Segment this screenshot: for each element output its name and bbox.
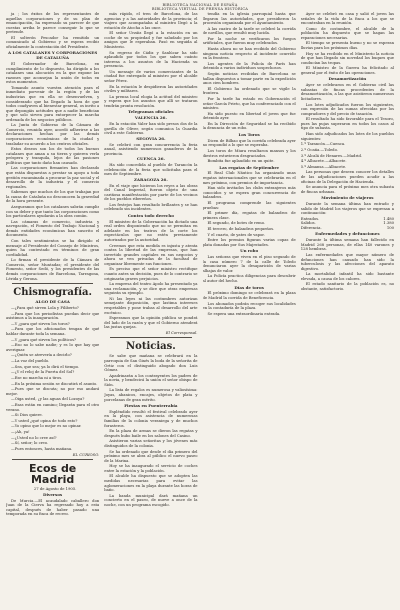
- dialogue-line: —Para que los aficionados tengan de qué hablar durante toda la semana.: [6, 327, 100, 336]
- paragraph: En la estación Valer han sido presos dos de la gavilla de Oliver, según comunica la Guardia civil a este Gobierno.: [104, 122, 198, 136]
- paragraph: En la estación le despidieron las autoridades civiles y militares.: [104, 84, 198, 94]
- paragraph: Con tales sentimientos se ha dirigido el mensaje al Presidente del Consejo de Ministros, quien ha contestado en términos de gran cordialidad.: [6, 239, 100, 257]
- paragraph: El tiempo se presenta bueno y no se esperan lluvias para los próximos días.: [300, 41, 394, 51]
- paragraph: La empresa del teatro Apolo ha presentado ya una reclamación, y se dice que otras empresas seguirán su ejemplo.: [104, 282, 198, 296]
- paragraph: El Gobierno ha ordenado que se vigile la frontera.: [202, 86, 296, 96]
- paragraph: Por la noche se verificaron los fuegos artificiales, que fueron muy celebrados.: [202, 36, 296, 46]
- divider: [12, 283, 93, 284]
- dialogue-line: —¿Quién se atrevería a decirlo?: [11, 353, 72, 358]
- column-2: [104, 12, 197, 606]
- paragraph: Los festejos han resultado brillantes y se han celebrado sin incidentes.: [104, 202, 198, 212]
- section-heading: Contra todo derecho: [127, 212, 174, 218]
- paragraph: La Junta de Gobierno de la Cámara de Comercio, reunida ayer, acordó adherirse a las declaraciones hechas por las demás corporaciones económicas de la ciudad y trasladar su acuerdo a los centros oficiales.: [6, 123, 100, 146]
- columns: [6, 12, 394, 606]
- list-item: 4.º Albacete.—Albacete.: [300, 159, 347, 164]
- paragraph: El señor Urzáiz llegó a la estación en un coche de su propiedad y fue saludado por los amigos que le esperaban. Pasó en seguida al Ministerio.: [104, 31, 198, 49]
- masthead-line-1: BIBLIOTECA NACIONAL DE ESPAÑA: [162, 3, 238, 7]
- paragraph: Dicen de Bilbao que la corrida celebrada ayer no respondió a lo que se esperaba.: [202, 138, 296, 148]
- dateline: ZARAGOZA 26.: [134, 176, 168, 182]
- section-heading: Un robo: [240, 248, 259, 254]
- paragraph: Y el cuarto, de yates de vapor.: [207, 232, 265, 237]
- section-heading: Enfermedades y defunciones: [315, 231, 380, 237]
- paragraph: Las señoras que viven en el piso segundo de la casa número 7 de la calle de Toledo denunciaron ayer la desaparición de varias alhajas de valor.: [202, 255, 296, 273]
- dialogue-line: —Oiga usted, ¿y las aguas del Lozoya?: [11, 397, 85, 402]
- section-title-noticias: Noticias.: [126, 341, 176, 353]
- section-heading: Movimiento de viajeros: [321, 195, 374, 201]
- dialogue-line: —¿Para qué sirven Lola y Filiberto?: [11, 305, 79, 310]
- paragraph: Esperamos que la opinión pública se pondrá del lado de la razón y que el Gobierno atenderá las justas quejas.: [104, 316, 198, 330]
- list-item: 5.º Almansa.—Albacete.: [300, 164, 347, 169]
- dialogue-line: —Y ¿para qué sirven los políticos?: [11, 337, 77, 342]
- paragraph: La prensa local elogia la actitud del ministro y espera que los asuntos que allí se trataron tendrán pronta resolución.: [104, 94, 198, 108]
- dialogue-line: —La voz del pueblo.: [11, 358, 50, 363]
- paragraph: Un mensaje de varios comerciantes de la ciudad fue entregado al ministro por el alcalde señor Pérez.: [104, 69, 198, 83]
- section-title-ecos-de-madrid: Ecos de Madrid: [28, 462, 77, 487]
- paragraph: Creemos que esta medida es injusta y atenta contra la libertad de las empresas, que han invertido grandes capitales en sus negocios y ahora se ven privadas de la facultad de organizar libremente sus funciones.: [104, 243, 198, 266]
- dialogue-line: —¿Y el reloj de la Puerta del Sol?: [11, 370, 75, 375]
- divider: [12, 459, 93, 460]
- paragraph: El Ministro de la Guerra ha felicitado al general por el éxito de las operaciones.: [300, 66, 394, 75]
- paragraph: Tomando asunto vuestra atención para el inmediato porvenir de la región y de las industrias que en ella se desenvuelven, y considerando que ha llegado la hora de que todos coadyuven al bienestar general, os invito a que depongáis actitudes que a nadie benefician y que solo sirven para entorpecer la marcha ordenada de los negocios públicos.: [6, 85, 100, 122]
- dialogue-line: —Pues que se discuta; no por eso andará mejor.: [6, 387, 100, 396]
- stats-label: Entrados.: [300, 216, 320, 221]
- dialogue-line: —Sí, señor; lo creo.: [11, 441, 49, 446]
- paragraph: Lo firman el presidente de la Cámara de Comercio, señor Muntadas; el presidente del Fomento, señor Sedó, y los presidentes de las demás corporaciones de Barcelona, Tarragona, Lérida y Gerona.: [6, 258, 100, 281]
- section-heading: Las regatas de Septiembre: [219, 164, 279, 170]
- paragraph: El alcalde ha dispuesto que se adopten las medidas necesarias para evitar las aglomeraciones en la playa durante las horas de baño.: [104, 474, 198, 493]
- paragraph: Se ha ordenado que desde el día primero del próximo mes se abra al público el nuevo paseo de la Marina.: [104, 449, 198, 463]
- section-heading: Los Toros: [238, 131, 260, 137]
- dialogue-line: —Yo opino que lo mejor es no opinar.: [11, 424, 82, 429]
- section-heading: Telegramas oficiales: [128, 109, 174, 115]
- dialogue-line: —Para que los periodistas puedan decir que asistimos a la inauguración.: [6, 311, 100, 321]
- paragraph: Se celebró con gran concurrencia la feria anual, asistiendo numerosos ganaderos de la provincia.: [104, 142, 198, 156]
- paragraph: Su regreso de Cádiz y Sanlúcar ha sido aplaudido por todos los que saben cuánto interesa a los asuntos de la Hacienda su presencia.: [104, 50, 198, 69]
- paragraph: El Gobernador de Barcelona, en cumplimiento de lo dispuesto, ha dirigido a los catalanes una alocución en la que expone las razones que aconsejan la unión de todos en estos momentos.: [6, 62, 100, 85]
- paragraph: Las enfermedades que mayor número de defunciones han causado han sido la tuberculosis y las afecciones del aparato digestivo.: [300, 252, 394, 271]
- section-heading: Desamortización: [328, 76, 367, 82]
- paragraph: Los toros de Miura resultaron mansos y los diestros estuvieron desgraciados.: [202, 148, 296, 158]
- paragraph: Las personas que deseen conocer los detalles de las adjudicaciones pueden acudir a las oficinas de la Delegación de Hacienda.: [300, 170, 394, 184]
- dialogue-line: —¡Ah, ya!: [11, 430, 30, 435]
- paragraph: Los lotes adjudicados fueron los siguientes, con expresión de las sumas ofrecidas por los compradores y del precio de tasación.: [300, 102, 394, 116]
- stats-value: 1.380: [383, 221, 394, 226]
- dateline: VALENCIA 26.: [134, 115, 167, 121]
- column-1: [6, 12, 99, 606]
- paragraph: Ha sido concedida al pueblo de Tarancón la celebración de la feria que solicitaba para el mes de Septiembre.: [104, 163, 198, 177]
- stats-row: [301, 226, 394, 231]
- dialogue-line: —Sea, que sea; ya lo dirá el tiempo.: [11, 364, 80, 369]
- dialogue-line: —En la próxima sesión se discutirá el asunto.: [11, 381, 98, 386]
- dateline: 27 de Agosto de 1905.: [33, 487, 77, 492]
- paragraph: Bombita fue aplaudido en un quite.: [207, 159, 275, 164]
- column-4: [301, 12, 394, 606]
- signature: EL CURIOSO.: [72, 452, 100, 457]
- paragraph: Sabemos que muchos de los que trabajan por la causa de Cataluña no desconocen la gravedad de la hora presente.: [6, 190, 100, 204]
- paragraph: Estos deseos son los de todos los buenos catalanes que aman a su tierra y quieren verla próspera y tranquila, lejos de las pasiones políticas que tanto daño han causado.: [6, 147, 100, 165]
- dialogue-line: —Esas están en camino; llegarán para el otro verano.: [6, 403, 100, 412]
- paragraph: La lista de regalos es numerosa y valiosísima: Joyas, abanicos, encajes, objetos de plata y porcelanas de gran mérito.: [104, 388, 198, 402]
- stats-label: Diferencia.: [300, 225, 322, 230]
- list-item: 1.º Tarancón.—Cuenca.: [300, 142, 346, 147]
- section-heading: Fiestas en Fuenterrabía: [124, 403, 178, 409]
- stats-value: 100: [386, 225, 394, 230]
- paragraph: Durante la última semana han fallecido en Madrid 268 personas, de ellas 140 varones y 128 hembras.: [300, 238, 394, 252]
- section-heading: A LOS CATALANES Y CORPORACIONES DE CATALUÑA: [8, 50, 98, 61]
- dateline: SEGOVIA 26.: [136, 135, 166, 141]
- paragraph: Como de costumbre, el alcalde de la población ha dispuesto que se hagan las reparaciones necesarias.: [300, 26, 394, 40]
- paragraph: El programa comprende las siguientes pruebas:: [202, 200, 296, 210]
- paragraph: En la Dirección de Seguridad se ha recibido la denuncia de un robo.: [202, 121, 296, 131]
- column-3: [203, 12, 296, 606]
- paragraph: Apadrinarán a los contrayentes los padres de la novia, y bendecirá la unión el señor obispo de Sión.: [104, 373, 198, 387]
- paragraph: La banda municipal dará mañana un concierto en el paseo, de nueve a once de la noche, con un programa escogido.: [104, 493, 198, 507]
- paragraph: El tercero, de balandros pequeños.: [207, 226, 275, 231]
- dialogue-line: —Ese no marcha ni a tiros.: [11, 375, 63, 380]
- paragraph: Las cámaras de comercio, industria y navegación, el Fomento del Trabajo Nacional y demás entidades económicas han suscrito el documento.: [6, 219, 100, 238]
- paragraph: Durante la semana última han entrado y salido de Madrid los viajeros que se expresan a continuación:: [300, 202, 394, 216]
- paragraph: Ha sido puesto en libertad el joven que fue detenido ayer.: [202, 111, 296, 121]
- paragraph: Se sabe que mañana se celebrará en la parroquia de San Ginés la boda de la señorita de Ortiz con el distinguido abogado don Luis Gómez.: [104, 354, 198, 373]
- paragraph: Por la tarde ha estado en Gobernación el señor García Prieto, que ha conferenciado con el ministro.: [202, 96, 296, 111]
- paragraph: En la plaza de armas se dieron las regatas y después hubo baile en los salones del Casino.: [104, 429, 198, 438]
- section-subtitle: Diversos: [43, 491, 63, 497]
- paragraph: El segundo, de botes de remo.: [207, 221, 266, 226]
- paragraph: De Murcia.—El acaudalado caballero don Juan de la Cierva ha regresado hoy a esta capital, después de haber pasado una temporada en su finca de recreo.: [6, 498, 100, 517]
- paragraph: El estado sanitario de la población es, no obstante, satisfactorio.: [300, 282, 394, 291]
- paragraph: La Policía practica diligencias para descubrir al autor del hecho.: [202, 274, 296, 283]
- section-title-chismografia: Chismografía.: [13, 287, 92, 299]
- paragraph: Ayer se celebró en casa y salió el joven las señales de la vida de la finca a los que se encontraban en la reunión.: [300, 12, 394, 26]
- list-item: 2.º Ocaña.—Toledo.: [300, 147, 338, 152]
- paragraph: El Real Club Náutico ha organizado unas regatas internacionales que se celebrarán en el mes próximo, con premios de importancia.: [202, 171, 296, 185]
- paragraph: Ni las leyes ni las costumbres autorizan semejante disposición, que lastima intereses respetables y pone trabas al desarrollo del arte escénico.: [104, 296, 198, 315]
- masthead-line-2: BIBLIOTECA VIRTUAL DE PRENSA HISTÓRICA: [151, 7, 249, 12]
- signature: El Corresponsal.: [165, 330, 198, 335]
- paragraph: Aseguramos que los catalanes sabrán cumplir con su deber y que tanto las corporaciones como los particulares ayudarán a la obra común.: [6, 205, 100, 219]
- paragraph: Se anuncia para el próximo mes otra subasta de fincas urbanas.: [300, 185, 394, 194]
- paragraph: Asistieron varias señoritas y los jóvenes más distinguidos de la colonia.: [104, 439, 198, 448]
- paragraph: ja ; los éxitos de los representantes de aquellas corporaciones y de su plan de emancipación, ha expresado su parecer de que cuestas arriba le parece conseguir lo que se pretende.: [6, 12, 100, 35]
- paragraph: La mortalidad infantil ha sido bastante elevada, a causa de los calores.: [300, 272, 394, 281]
- dialogue-line: —¿Usted no lo cree así?: [11, 435, 57, 440]
- paragraph: Los agentes de la Policía de París han detenido a varios individuos sospechosos.: [202, 61, 296, 71]
- paragraph: El ministro de la Gobernación ha dictado una real orden disponiendo que no se permitan en adelante en los teatros de la corte los espectáculos que no estén previamente autorizados por la autoridad.: [104, 219, 198, 242]
- paragraph: tendía en la iglesia parroquial hasta que llegaron las autoridades, que presidieron la procesión organizada por el Ayuntamiento.: [202, 12, 296, 26]
- paragraph: Hoy se ha inaugurado el servicio de coches entre la estación y la población.: [104, 464, 198, 473]
- paragraph: Hoy se ha recibido en el Ministerio la noticia de que han llegado sin novedad los buques que conducían las tropas.: [300, 51, 394, 65]
- dialogue-line: —Pues entonces, hasta mañana.: [11, 447, 73, 452]
- paragraph: Hasta ahora no se han recibido del Gobierno ninguna noticia respecto al incidente ocurrido en la frontera.: [202, 47, 296, 61]
- paragraph: Se espera una extraordinaria entrada.: [207, 311, 281, 316]
- paragraph: más rápido, el tren de Barcelona, de las agencias y a las autoridades de la provincia; el viajero que acompañaba al ministro llegó a la estación de Atocha a las once.: [104, 12, 198, 30]
- section-heading: Días de toros: [234, 284, 264, 290]
- paragraph: Entre los premios figuran varias copas de plata donadas por Sus Majestades.: [202, 238, 296, 247]
- section-subtitle: ALGO DE CASA: [35, 299, 70, 305]
- paragraph: Ayer se celebraron en el Gobierno civil las subastas de fincas procedentes de la desamortización, a las que asistieron numerosos licitadores.: [300, 83, 394, 101]
- paragraph: El resultado ha sido favorable para el Tesoro, pues las pujas superaron en todos los casos al tipo de subasta.: [300, 117, 394, 131]
- dialogue-line: —Eso no lo sabe nadie; y es lo que hay que averiguar.: [6, 343, 100, 352]
- paragraph: El próximo domingo se celebrará en la plaza de Madrid la corrida de Beneficencia.: [202, 291, 296, 300]
- paragraph: Espléndido resultó el festival celebrado ayer en la playa, con asistencia de numerosas familias de la colonia veraniega y de muchos forasteros.: [104, 409, 198, 428]
- masthead: [6, 3, 394, 11]
- paragraph: En el viaje que hicieron los reyes a las obras del Canal Imperial, fueron objeto de una cariñosa manifestación por parte de los vecinos de los pueblos ribereños.: [104, 183, 198, 202]
- paragraph: Han sido invitados los clubs extranjeros más conocidos y se espera gran concurrencia de balandros.: [202, 186, 296, 200]
- paragraph: A las cuatro de la tarde se celebró la corrida de novillos, que resultó muy lucida.: [202, 26, 296, 36]
- paragraph: Las corporaciones firmantes han declarado que están dispuestas a prestar su apoyo a toda gestión encaminada a procurar la paz social y el desarrollo de la industria y el comercio regionales.: [6, 166, 100, 189]
- divider: [110, 337, 191, 338]
- paragraph: El solterón Pescador ha remitido un comunicado al Gobierno y se espera recibir oficialmente la contestación del Presidente.: [6, 35, 100, 49]
- stats-value: 1.480: [383, 216, 394, 221]
- dialogue-line: —Si Dios quiere.: [11, 413, 43, 418]
- paragraph: El primer día, regatas de balandros de primera clase.: [202, 211, 296, 220]
- paragraph: Los abonados podrán recoger sus localidades en la contaduría de la plaza.: [202, 301, 296, 311]
- paragraph: Es preciso que el señor ministro rectifique cuanto antes su decisión, pues de lo contrario se originarán graves perjuicios.: [104, 267, 198, 281]
- paragraph: Han sido adjudicados los lotes de los pueblos siguientes:: [300, 132, 394, 141]
- list-item: 3.º Alcalá de Henares.—Madrid.: [300, 153, 363, 158]
- paragraph: Según noticias recibidas de Barcelona se hallan dispuestos a tomar parte en la expedición unos cien hombres.: [202, 72, 296, 86]
- stats-label: Salidos.: [300, 221, 316, 226]
- dialogue-line: —Y ¿para qué sirven los toros?: [11, 321, 70, 326]
- dialogue-line: —Y usted ¿qué opina de todo esto?: [11, 418, 78, 423]
- dateline: CUENCA 26.: [136, 156, 165, 162]
